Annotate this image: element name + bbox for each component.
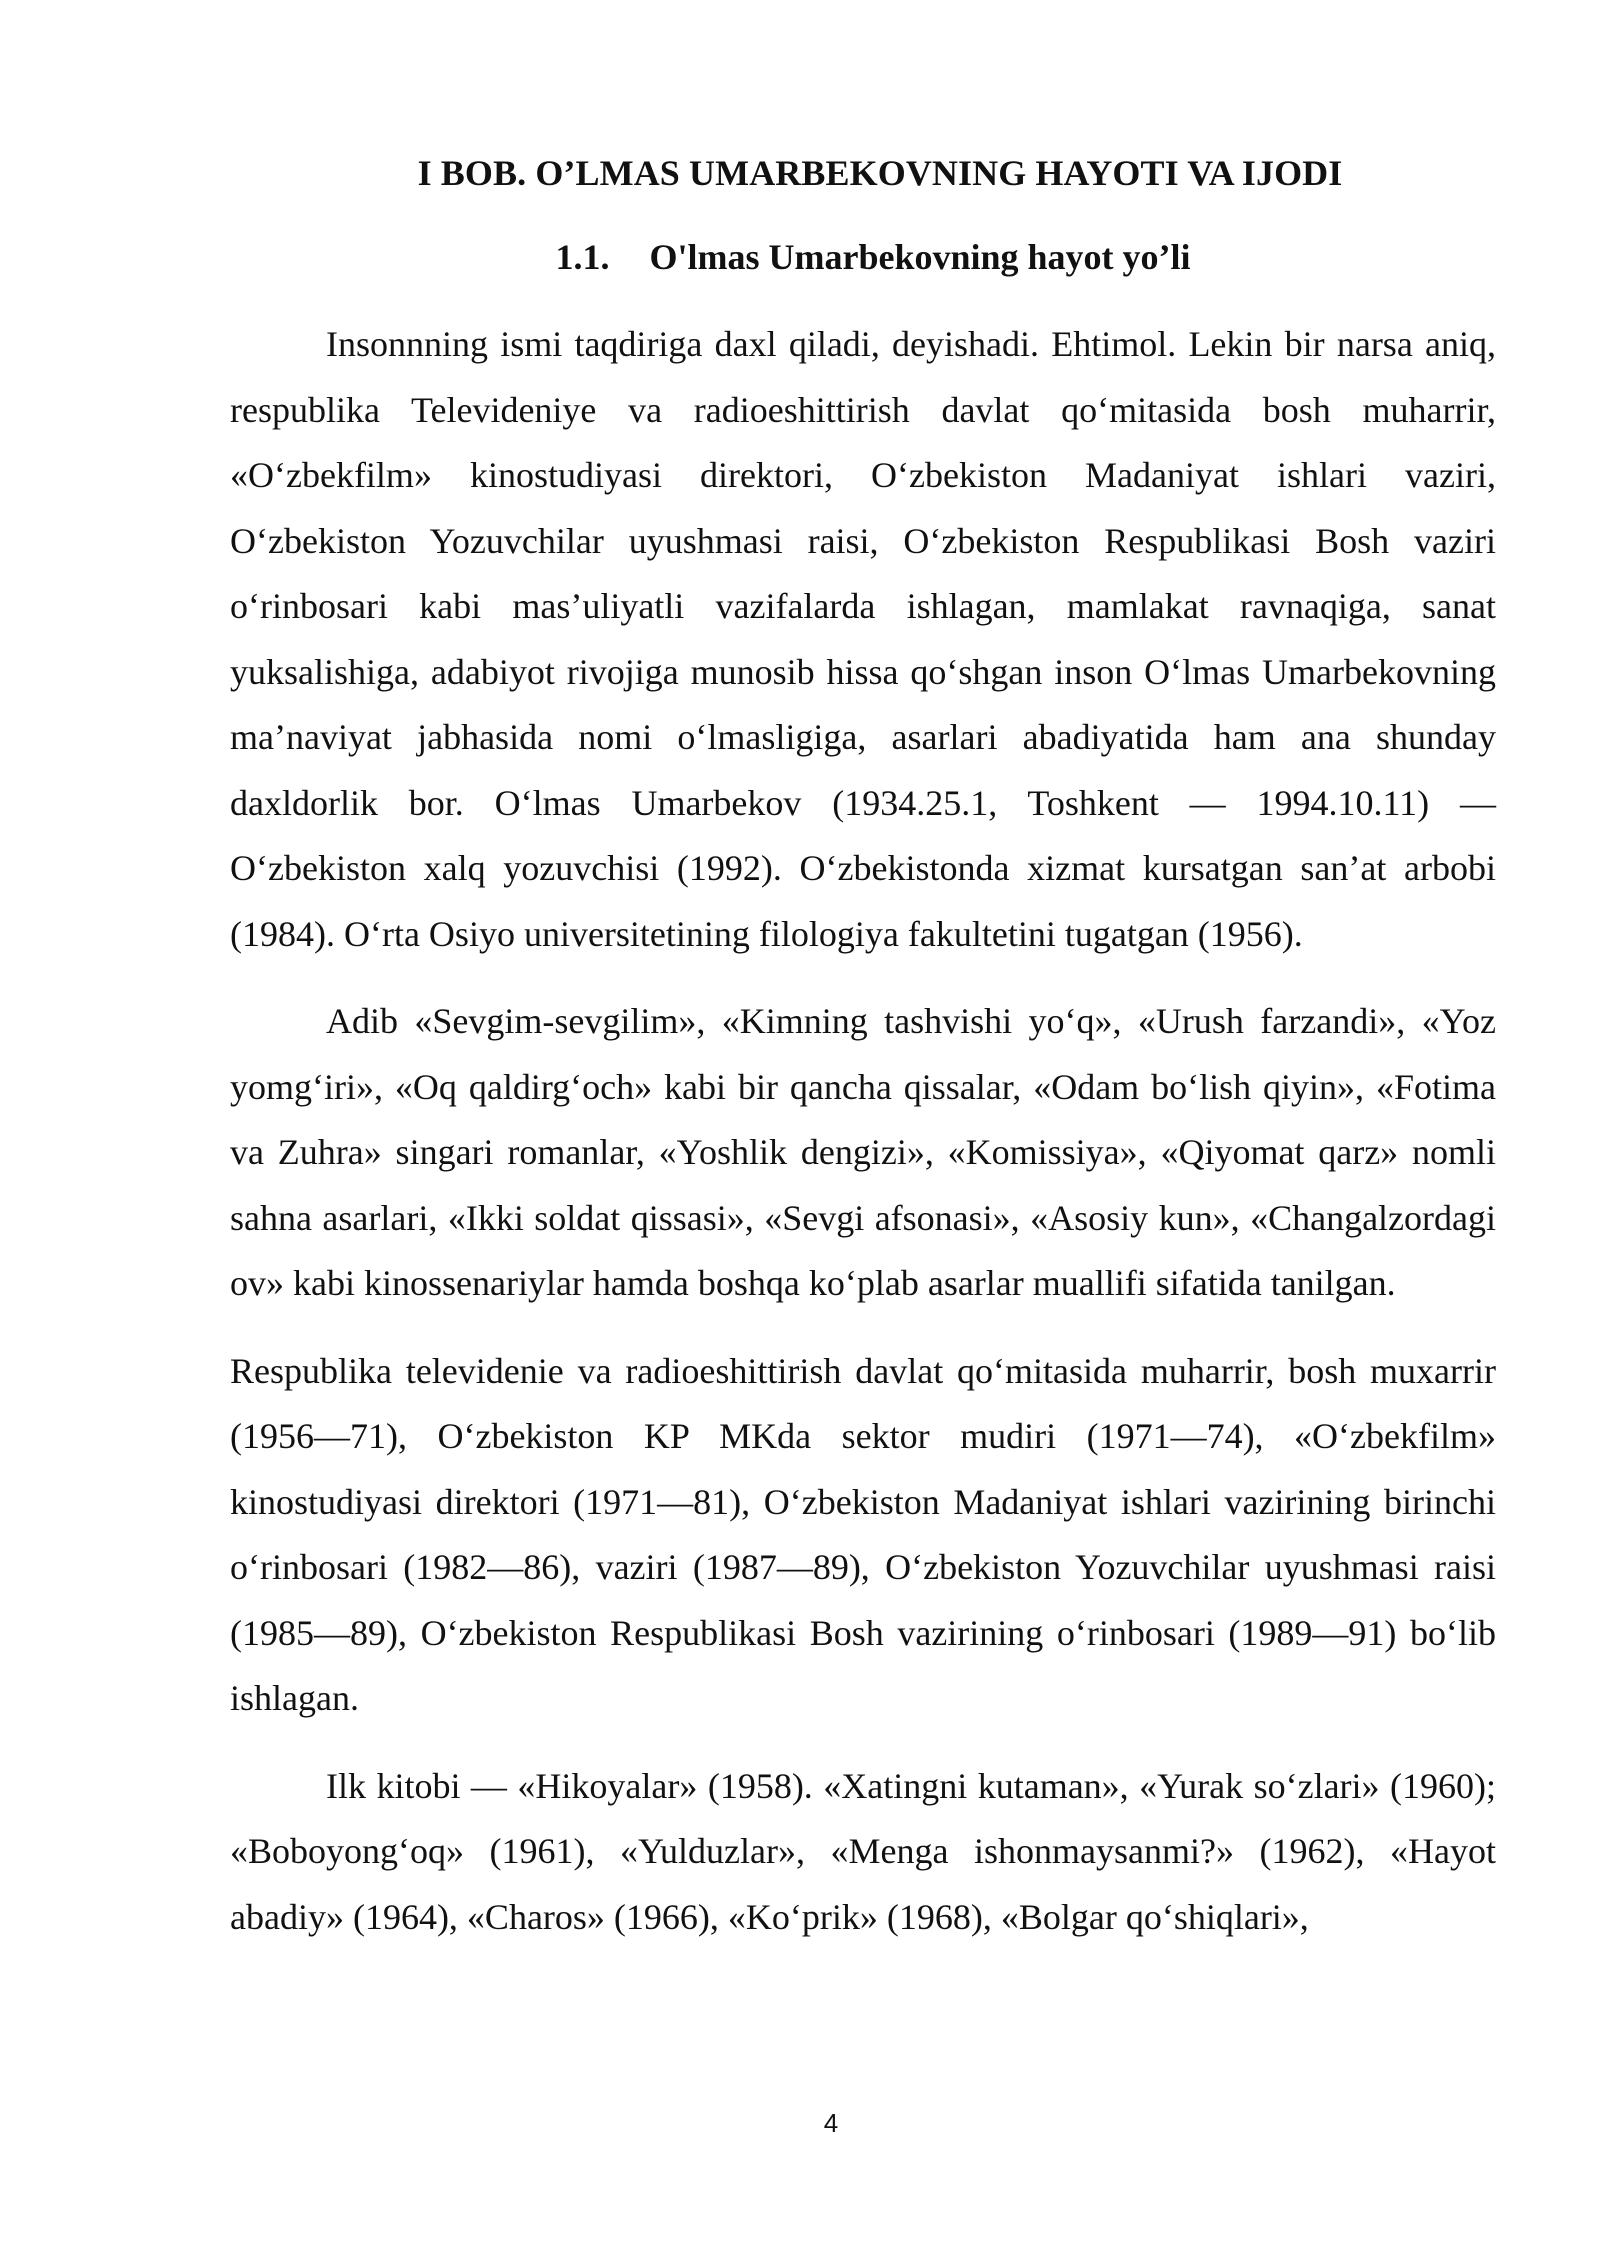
section-heading (230, 232, 1496, 282)
chapter-title: I BOB. O’LMAS UMARBEKOVNING HAYOTI VA IJODI (417, 153, 1343, 193)
section-title: O'lmas Umarbekovning hayot yo’li (649, 237, 1191, 277)
paragraph-works: Adib «Sevgim-sevgilim», «Kimning tashvishi yo‘q», «Urush farzandi», «Yoz yomg‘iri», «Oq qaldirg‘och» kabi bir qancha qissalar, «Odam bo‘lish qiyin», «Fotima va Zuhra» singari romanlar, «Yoshlik dengizi», «Komissiya», «Qiyomat qarz» nomli sahna asarlari, «Ikki soldat qissasi», «Sevgi afsonasi», «Asosiy kun», «Changalzordagi ov» kabi kinossenariylar hamda boshqa ko‘plab asarlar muallifi sifatida tanilgan. (230, 1001, 1496, 1303)
paragraph-career: Respublika televidenie va radioeshittirish davlat qo‘mitasida muharrir, bosh muxarrir (1956—71), O‘zbekiston KP MKda sektor mudiri (1971—74), «O‘zbekfilm» kinostudiyasi direktori (1971—81), O‘zbekiston Madaniyat ishlari vazirining birinchi o‘rinbosari (1982—86), vaziri (1987—89), O‘zbekiston Yozuvchilar uyushmasi raisi (1985—89), O‘zbekiston Respublikasi Bosh vazirining o‘rinbosari (1989—91) bo‘lib ishlagan. (230, 1350, 1496, 1718)
section-number: 1.1. (555, 237, 610, 277)
paragraph-biography-intro: Insonnning ismi taqdiriga daxl qiladi, deyishadi. Ehtimol. Lekin bir narsa aniq, respublika Televideniye va radioeshittirish davlat qo‘mitasida bosh muharrir, «O‘zbekfilm» kinostudiyasi direktori, O‘zbekiston Madaniyat ishlari vaziri, O‘zbekiston Yozuvchilar uyushmasi raisi, O‘zbekiston Respublikasi Bosh vaziri o‘rinbosari kabi mas’uliyatli vazifalarda ishlagan, mamlakat ravnaqiga, sanat yuksalishiga, adabiyot rivojiga munosib hissa qo‘shgan inson O‘lmas Umarbekovning ma’naviyat jabhasida nomi o‘lmasligiga, asarlari abadiyatida ham ana shunday daxldorlik bor. O‘lmas Umarbekov (1934.25.1, Toshkent — 1994.10.11) — O‘zbekiston xalq yozuvchisi (1992). O‘zbekistonda xizmat kursatgan san’at arbobi (1984). O‘rta Osiyo universitetining filologiya fakultetini tugatgan (1956). (230, 324, 1496, 954)
page-content (230, 148, 1496, 1950)
page-number: 4 (823, 2108, 839, 2138)
paragraph-first-books: Ilk kitobi — «Hikoyalar» (1958). «Xatingni kutaman», «Yurak so‘zlari» (1960); «Boboyong‘oq» (1961), «Yulduzlar», «Menga ishonmaysanmi?» (1962), «Hayot abadiy» (1964), «Charos» (1966), «Ko‘prik» (1968), «Bolgar qo‘shiqlari», (230, 1765, 1496, 1937)
